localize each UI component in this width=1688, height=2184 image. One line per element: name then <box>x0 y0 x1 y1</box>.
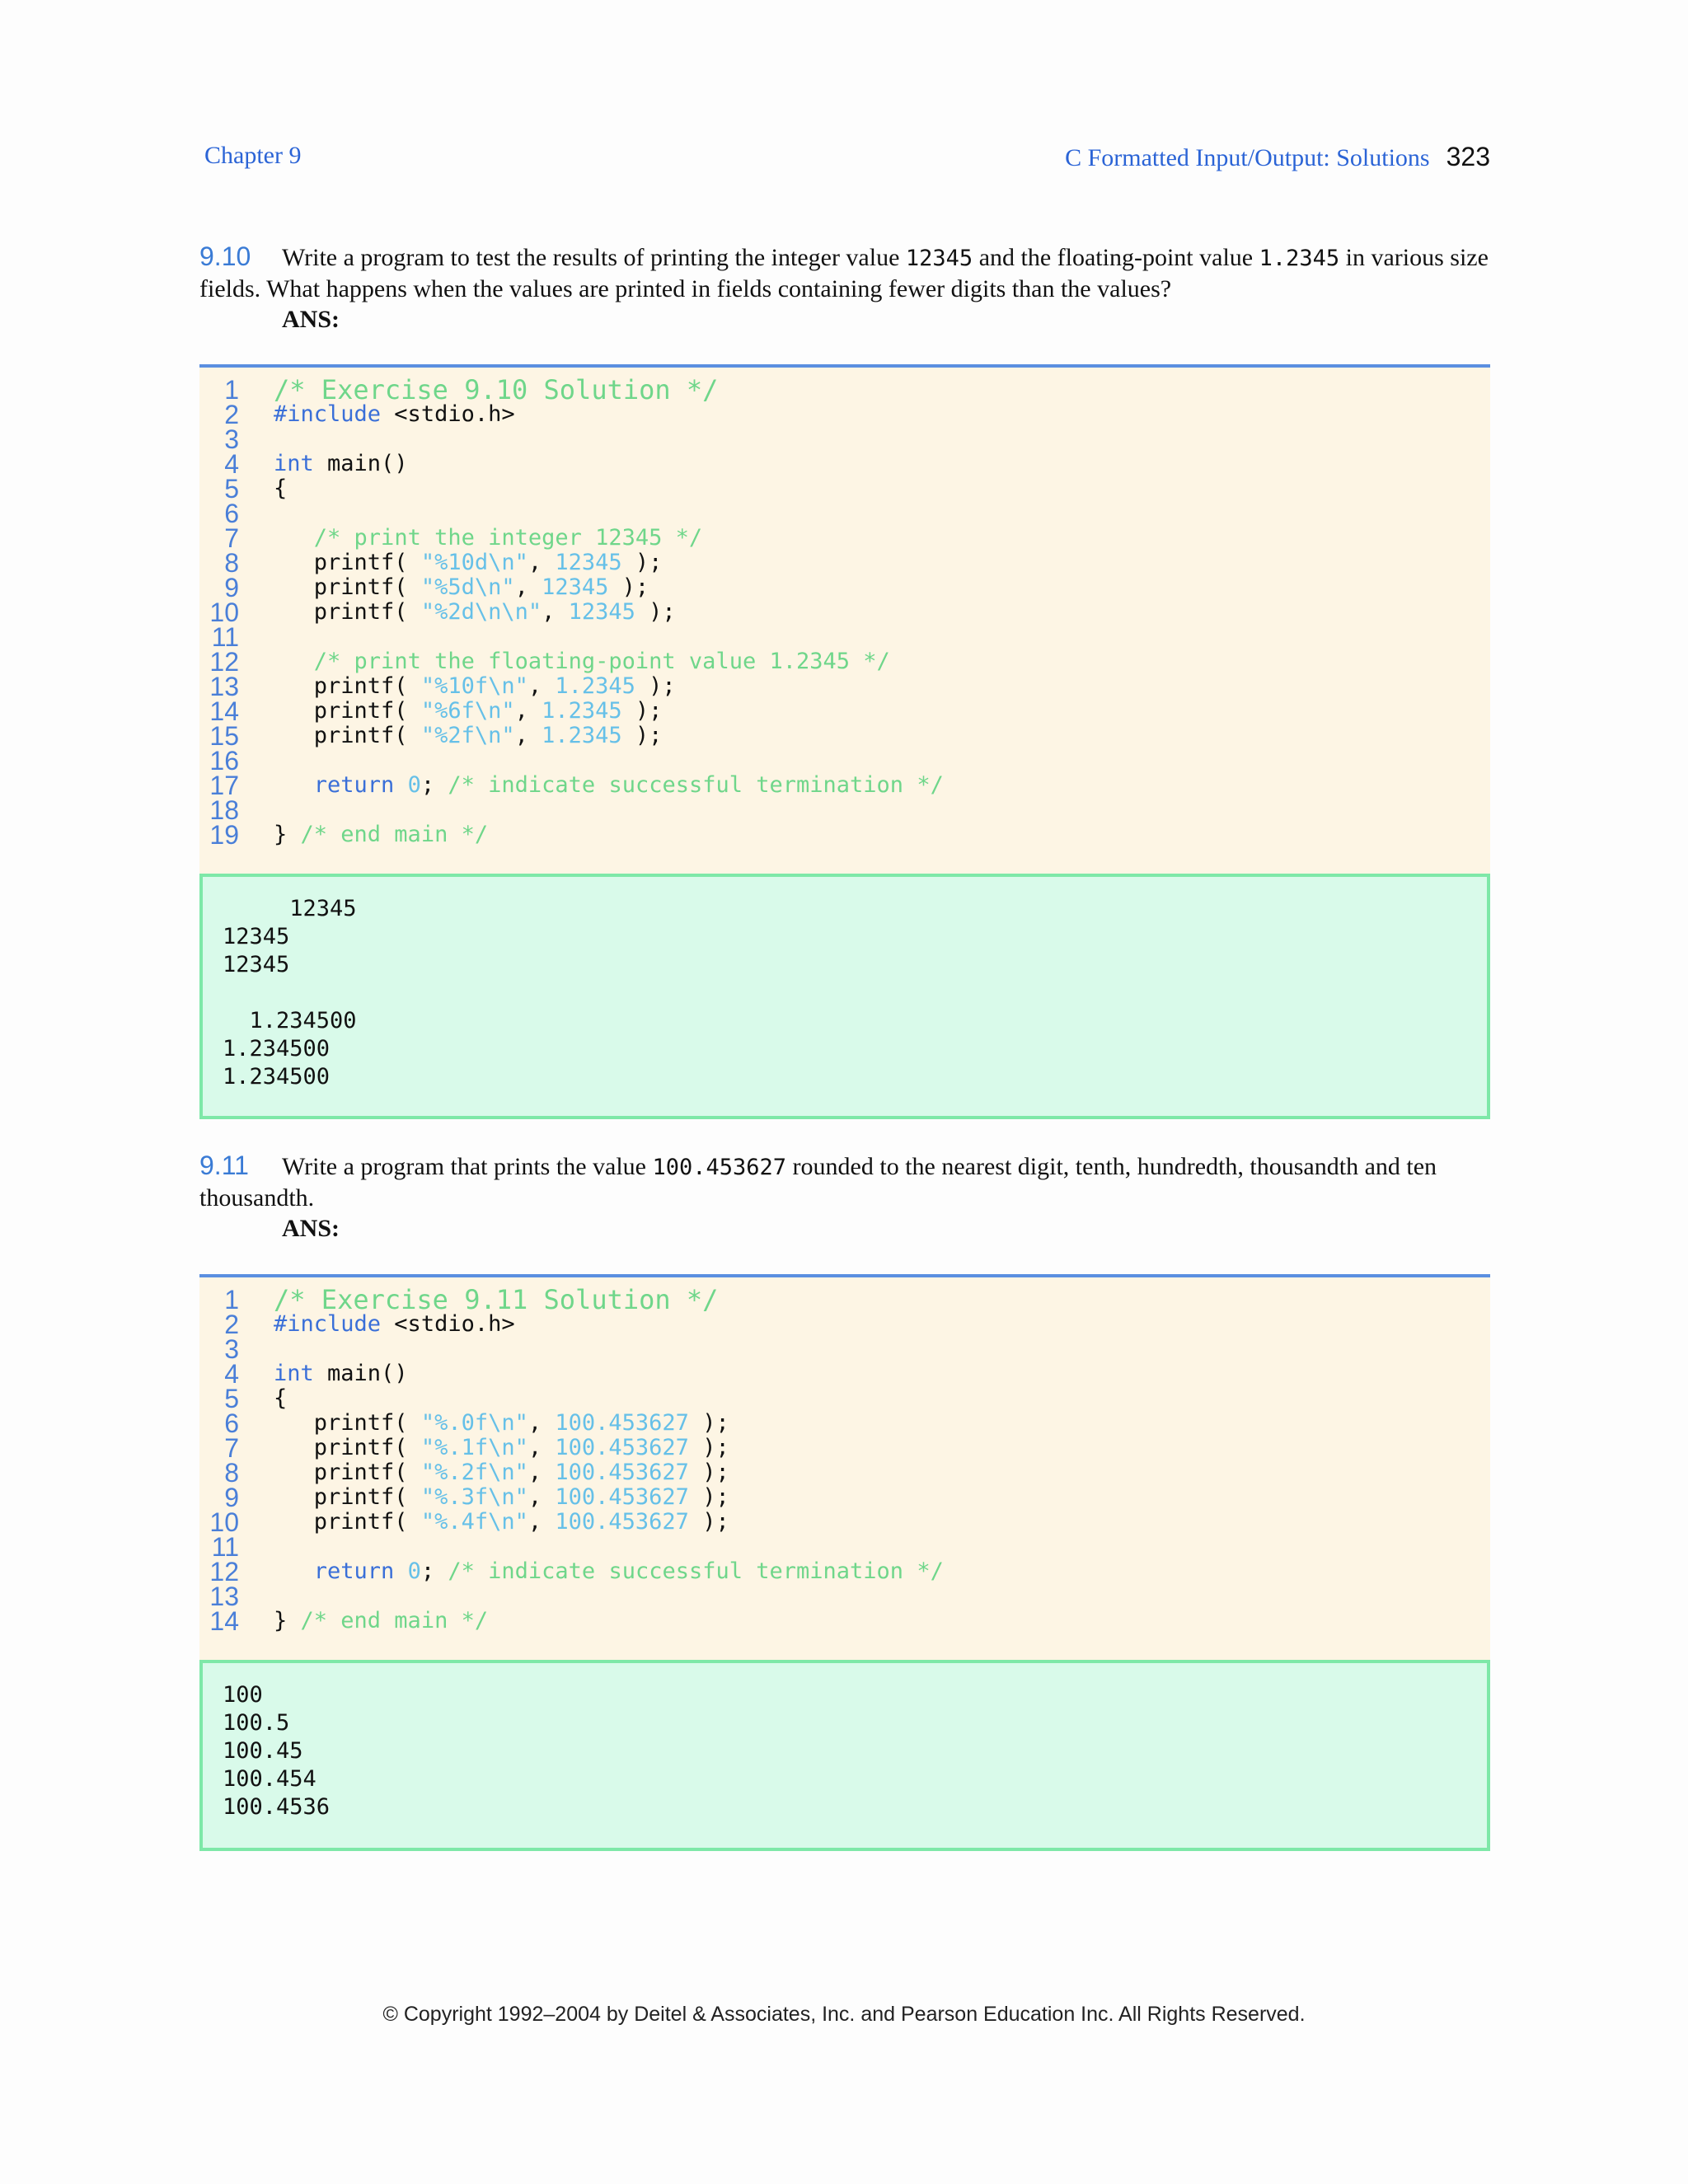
program-output-9-11 <box>199 1660 1490 1851</box>
output-line: 100.454 <box>223 1766 316 1792</box>
line-number: 14 <box>209 696 239 726</box>
output-line: 100.45 <box>223 1738 303 1764</box>
code-token: printf( <box>274 550 421 575</box>
code-token: "%.2f\n" <box>420 1460 528 1485</box>
output-line: 12345 <box>223 924 290 949</box>
code-text <box>274 402 515 427</box>
code-text <box>274 1411 729 1436</box>
answer-label: ANS: <box>282 306 340 333</box>
line-number: 4 <box>224 449 239 479</box>
code-token: /* Exercise 9.11 Solution */ <box>274 1284 719 1315</box>
line-number: 11 <box>211 622 239 652</box>
code-token: printf( <box>274 574 421 600</box>
code-text <box>274 1485 729 1510</box>
code-text <box>274 526 702 551</box>
code-text <box>274 1436 729 1460</box>
code-token: , <box>542 599 569 625</box>
code-token: 12345 <box>542 574 609 600</box>
code-token: printf( <box>274 1410 421 1436</box>
output-line: 100.5 <box>223 1710 290 1736</box>
code-text <box>274 1559 944 1584</box>
code-token: , <box>528 1435 556 1460</box>
code-line <box>199 1507 1490 1537</box>
code-token: ; <box>420 1558 448 1584</box>
prompt-text: Write a program that prints the value <box>282 1153 653 1180</box>
code-token: , <box>528 673 556 699</box>
code-token: main() <box>313 1361 408 1386</box>
output-line: 12345 <box>223 952 290 977</box>
code-line <box>199 449 1490 479</box>
code-token: /* indicate successful termination */ <box>448 772 944 798</box>
code-line <box>199 374 1490 405</box>
code-token: 100.453627 <box>555 1410 689 1436</box>
code-token: , <box>528 550 556 575</box>
code-line <box>199 600 1490 625</box>
code-line <box>199 1284 1490 1315</box>
code-token: printf( <box>274 1509 421 1535</box>
code-token: ); <box>621 550 663 575</box>
code-token: , <box>514 698 542 724</box>
code-line <box>199 575 1490 600</box>
code-token: ); <box>635 673 676 699</box>
code-text <box>274 773 944 798</box>
line-number: 14 <box>209 1606 239 1636</box>
exercise-9-11-prompt <box>199 1151 1490 1244</box>
code-line <box>199 523 1490 553</box>
code-token: "%2d\n\n" <box>420 599 542 625</box>
code-text <box>274 374 719 405</box>
running-header <box>1065 142 1490 172</box>
code-token: ); <box>688 1435 729 1460</box>
exercise-9-10-prompt <box>199 241 1490 335</box>
code-line <box>199 1334 1490 1364</box>
code-token: "%10f\n" <box>420 673 528 699</box>
code-token <box>394 1558 407 1584</box>
code-line <box>199 424 1490 454</box>
line-number: 5 <box>224 474 239 504</box>
exercise-number: 9.10 <box>199 241 251 271</box>
code-token: /* end main */ <box>300 1608 489 1633</box>
code-token: printf( <box>274 599 421 625</box>
line-number: 9 <box>224 1483 239 1512</box>
code-token: "%5d\n" <box>420 574 515 600</box>
code-line <box>199 1359 1490 1389</box>
code-text <box>274 1284 719 1315</box>
code-token: 100.453627 <box>555 1435 689 1460</box>
line-number: 3 <box>224 424 239 454</box>
code-line <box>199 773 1490 798</box>
code-text <box>274 551 662 575</box>
line-number: 9 <box>224 573 239 602</box>
code-token: , <box>528 1460 556 1485</box>
section-title: C Formatted Input/Output: Solutions <box>1065 144 1430 171</box>
code-token <box>274 772 314 798</box>
code-token: , <box>514 574 542 600</box>
line-number: 8 <box>224 548 239 578</box>
output-line: 100 <box>223 1682 263 1708</box>
code-token: , <box>528 1484 556 1510</box>
code-line <box>199 1485 1490 1510</box>
code-line <box>199 1458 1490 1488</box>
line-number: 5 <box>224 1384 239 1413</box>
code-token: ); <box>608 574 649 600</box>
prompt-text: and the floating-point value <box>973 244 1259 271</box>
code-token: , <box>528 1410 556 1436</box>
code-token: ); <box>621 723 663 748</box>
line-number: 18 <box>209 795 239 825</box>
code-token: 0 <box>407 1558 421 1584</box>
line-number: 12 <box>209 1557 239 1586</box>
output-line: 1.234500 <box>223 1036 331 1062</box>
output-line: 12345 <box>223 896 357 921</box>
code-line <box>199 548 1490 578</box>
code-text <box>274 1609 488 1633</box>
line-number: 13 <box>209 672 239 701</box>
code-token: ; <box>420 772 448 798</box>
code-token: { <box>274 476 288 501</box>
code-listing-9-11 <box>199 1274 1490 1660</box>
code-token: #include <box>274 401 382 427</box>
code-token: 100.453627 <box>555 1460 689 1485</box>
code-text <box>274 1386 287 1411</box>
code-line <box>199 820 1490 850</box>
code-token <box>394 772 407 798</box>
code-token: "%.3f\n" <box>420 1484 528 1510</box>
code-text <box>274 476 287 501</box>
line-number: 10 <box>209 598 239 627</box>
code-text <box>274 1312 515 1337</box>
line-number: 4 <box>224 1359 239 1389</box>
code-token: /* indicate successful termination */ <box>448 1558 944 1584</box>
line-number: 7 <box>224 523 239 553</box>
code-line <box>199 501 1490 526</box>
code-token: printf( <box>274 698 421 724</box>
line-number: 8 <box>224 1458 239 1488</box>
code-token: "%2f\n" <box>420 723 515 748</box>
code-line <box>199 647 1490 677</box>
chapter-label: Chapter 9 <box>204 142 302 169</box>
code-token: 100.453627 <box>555 1509 689 1535</box>
code-token: 100.453627 <box>555 1484 689 1510</box>
answer-label: ANS: <box>282 1215 340 1242</box>
code-token: /* Exercise 9.10 Solution */ <box>274 374 719 405</box>
code-token: ); <box>688 1460 729 1485</box>
code-token: ); <box>688 1410 729 1436</box>
code-line <box>199 1433 1490 1463</box>
code-token: 12345 <box>568 599 635 625</box>
code-token <box>274 649 314 674</box>
code-text <box>274 724 662 748</box>
output-line: 1.234500 <box>223 1008 357 1033</box>
code-token: return <box>313 772 395 798</box>
code-token <box>274 1558 314 1584</box>
code-token: printf( <box>274 723 421 748</box>
code-token: int <box>274 1361 314 1386</box>
code-token: , <box>514 723 542 748</box>
line-number: 16 <box>209 746 239 776</box>
inline-code: 100.453627 <box>652 1155 787 1180</box>
code-token: { <box>274 1385 288 1411</box>
code-token: "%10d\n" <box>420 550 528 575</box>
code-text <box>274 699 662 724</box>
line-number: 3 <box>224 1334 239 1364</box>
code-line <box>199 674 1490 699</box>
output-line <box>223 979 1487 1007</box>
code-token: main() <box>313 451 408 476</box>
code-text <box>274 649 890 674</box>
code-line <box>199 1606 1490 1636</box>
code-line <box>199 795 1490 825</box>
code-line <box>199 696 1490 726</box>
code-token: printf( <box>274 1460 421 1485</box>
program-output-9-10 <box>199 874 1490 1119</box>
code-line <box>199 402 1490 427</box>
code-token: 1.2345 <box>555 673 635 699</box>
code-token: <stdio.h> <box>381 1311 515 1337</box>
line-number: 11 <box>211 1532 239 1562</box>
code-text <box>274 1460 729 1485</box>
code-token: } <box>274 822 301 847</box>
code-line <box>199 474 1490 504</box>
exercise-number: 9.11 <box>199 1151 249 1180</box>
code-line <box>199 1312 1490 1337</box>
code-line <box>199 1584 1490 1609</box>
code-line <box>199 1532 1490 1562</box>
code-token: /* print the floating-point value 1.2345 */ <box>313 649 890 674</box>
code-line <box>199 622 1490 652</box>
code-token: /* end main */ <box>300 822 489 847</box>
code-token: 0 <box>407 772 421 798</box>
code-token <box>274 525 314 551</box>
code-token: printf( <box>274 1435 421 1460</box>
code-text <box>274 674 676 699</box>
output-line: 100.4536 <box>223 1794 331 1820</box>
code-token: "%.0f\n" <box>420 1410 528 1436</box>
code-text <box>274 452 408 476</box>
line-number: 1 <box>224 1285 239 1315</box>
code-token: printf( <box>274 1484 421 1510</box>
code-token: ); <box>688 1484 729 1510</box>
code-token: ); <box>621 698 663 724</box>
code-token: "%6f\n" <box>420 698 515 724</box>
line-number: 1 <box>224 375 239 405</box>
code-line <box>199 1386 1490 1411</box>
code-token: ); <box>635 599 676 625</box>
line-number: 6 <box>224 1408 239 1438</box>
code-token: } <box>274 1608 301 1633</box>
code-token: 1.2345 <box>542 723 622 748</box>
code-line <box>199 1408 1490 1438</box>
code-token: return <box>313 1558 395 1584</box>
code-text <box>274 1361 408 1386</box>
line-number: 15 <box>209 721 239 751</box>
prompt-text: Write a program to test the results of printing the integer value <box>282 244 906 271</box>
output-line: 1.234500 <box>223 1064 331 1090</box>
line-number: 2 <box>224 400 239 429</box>
line-number: 17 <box>209 771 239 800</box>
code-line <box>199 1559 1490 1584</box>
line-number: 2 <box>224 1310 239 1339</box>
code-token: <stdio.h> <box>381 401 515 427</box>
code-token: 12345 <box>555 550 622 575</box>
code-line <box>199 746 1490 776</box>
page-number: 323 <box>1446 142 1490 171</box>
code-line <box>199 721 1490 751</box>
code-token: ); <box>688 1509 729 1535</box>
line-number: 19 <box>209 820 239 850</box>
line-number: 13 <box>209 1582 239 1611</box>
code-text <box>274 575 649 600</box>
code-text <box>274 1510 729 1535</box>
line-number: 7 <box>224 1433 239 1463</box>
line-number: 10 <box>209 1507 239 1537</box>
code-token: "%.4f\n" <box>420 1509 528 1535</box>
code-token: , <box>528 1509 556 1535</box>
prompt-text: in various size fields. What happens when the values are printed in fields containing fewer digits than the values? <box>199 244 1489 302</box>
code-listing-9-10 <box>199 364 1490 874</box>
line-number: 6 <box>224 499 239 528</box>
inline-code: 1.2345 <box>1259 246 1340 271</box>
code-token: printf( <box>274 673 421 699</box>
code-token: int <box>274 451 314 476</box>
inline-code: 12345 <box>905 246 973 271</box>
code-text <box>274 600 676 625</box>
prompt-text: rounded to the nearest digit, tenth, hundredth, thousandth and ten thousandth. <box>199 1153 1437 1212</box>
copyright-footer: © Copyright 1992–2004 by Deitel & Associates, Inc. and Pearson Education Inc. All Rights Reserved. <box>382 2003 1306 2026</box>
code-token: #include <box>274 1311 382 1337</box>
code-token: 1.2345 <box>542 698 622 724</box>
line-number: 12 <box>209 647 239 677</box>
code-token: /* print the integer 12345 */ <box>313 525 703 551</box>
code-text <box>274 823 488 847</box>
code-token: "%.1f\n" <box>420 1435 528 1460</box>
